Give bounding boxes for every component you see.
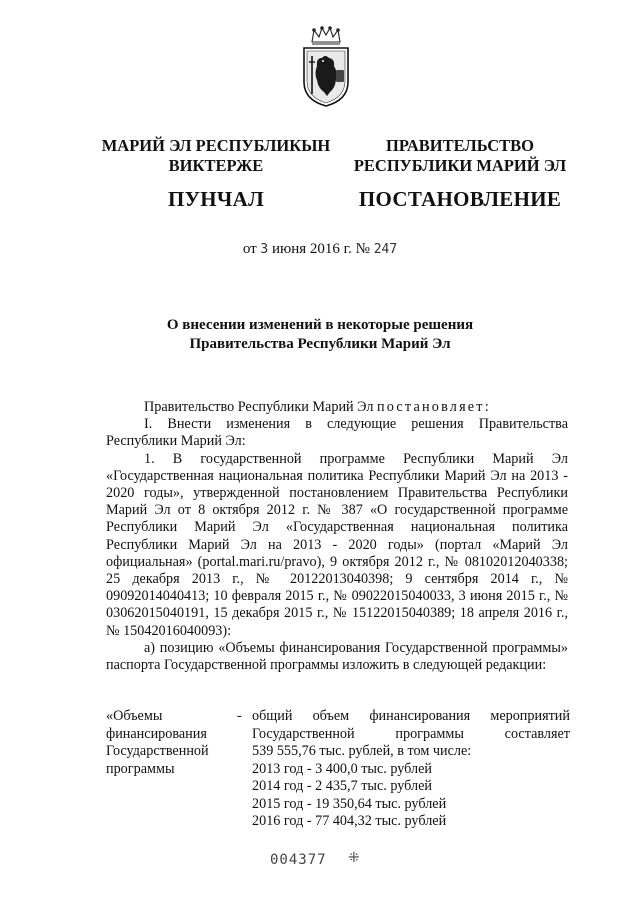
date-prefix: от	[242, 241, 257, 257]
document-title	[0, 316, 640, 354]
funding-dash: -	[237, 708, 242, 724]
body-paragraph-3: 1. В государственной программе Республики Марий Эл «Государственная национальная политика Республики Марий Эл на 2013 - 2020 годы», утвержденной постановлением Правительства Республики Марий Эл от 8 октября 2012 г. № 387 «О государственной программе Республики Марий Эл «Государственная национальная политика Республики Марий Эл на 2013 - 2020 годы» (портал «Марий Эл официальная» (portal.mari.ru/pravo), 9 октября 2012 г., № 08102012040338; 25 декабря 2013 г., № 20122013040398; 9 сентября 2014 г., № 09092014040413; 10 февраля 2015 г., № 09022015040033, 3 июня 2015 г., № 03062015040191, 15 декабря 2015 г., № 15122015040389; 18 апреля 2016 г., № 15042016040093):	[106, 450, 568, 639]
funding-value	[252, 708, 570, 831]
document-number: 247	[373, 242, 398, 257]
date-month-year: июня 2016 г. №	[272, 241, 370, 257]
header-left-line2: ВИКТЕРЖЕ	[168, 156, 264, 175]
header-right-line1: ПРАВИТЕЛЬСТВО	[386, 136, 534, 155]
body-p1-resolves: постановляет:	[376, 399, 491, 415]
funding-value-line: 539 555,76 тыс. рублей, в том числе:	[252, 743, 472, 759]
funding-label-line: Государственной	[106, 743, 209, 759]
title-line2: Правительства Республики Марий Эл	[189, 336, 451, 352]
funding-year-2016: 2016 год - 77 404,32 тыс. рублей	[252, 813, 447, 829]
date-line	[0, 241, 640, 258]
title-line1: О внесении изменений в некоторые решения	[166, 317, 474, 333]
funding-label-line: финансирования	[106, 725, 207, 742]
funding-label-line: «Объемы	[106, 708, 163, 724]
document-body	[106, 399, 568, 674]
funding-value-line: Государственной программы составляет	[252, 725, 570, 742]
document-serial-number: 004377	[270, 852, 327, 868]
header-right-line2: РЕСПУБЛИКИ МАРИЙ ЭЛ	[353, 156, 567, 175]
body-paragraph-1	[106, 399, 568, 416]
header-left-doctype: ПУНЧАЛ	[167, 187, 265, 211]
funding-year-2015: 2015 год - 19 350,64 тыс. рублей	[252, 795, 447, 812]
coat-of-arms-emblem	[300, 26, 352, 108]
header-right-doctype: ПОСТАНОВЛЕНИЕ	[358, 187, 562, 211]
funding-year-2013: 2013 год - 3 400,0 тыс. рублей	[252, 760, 432, 777]
funding-label-line: программы	[106, 760, 175, 777]
header-left-line1: МАРИЙ ЭЛ РЕСПУБЛИКЫН	[101, 136, 331, 155]
footer-mark: ⁜	[348, 851, 360, 866]
body-paragraph-4: а) позицию «Объемы финансирования Государственной программы» паспорта Государственной программы изложить в следующей редакции:	[106, 639, 568, 674]
body-paragraph-2: I. Внести изменения в следующие решения Правительства Республики Марий Эл:	[106, 416, 568, 450]
funding-value-line: общий объем финансирования мероприятий	[252, 708, 570, 724]
funding-year-2014: 2014 год - 2 435,7 тыс. рублей	[252, 778, 432, 794]
body-p1-text: Правительство Республики Марий Эл	[144, 399, 377, 415]
date-day: 3	[260, 242, 269, 257]
header-right	[330, 136, 590, 209]
funding-label	[106, 708, 226, 778]
header-left	[86, 136, 346, 209]
